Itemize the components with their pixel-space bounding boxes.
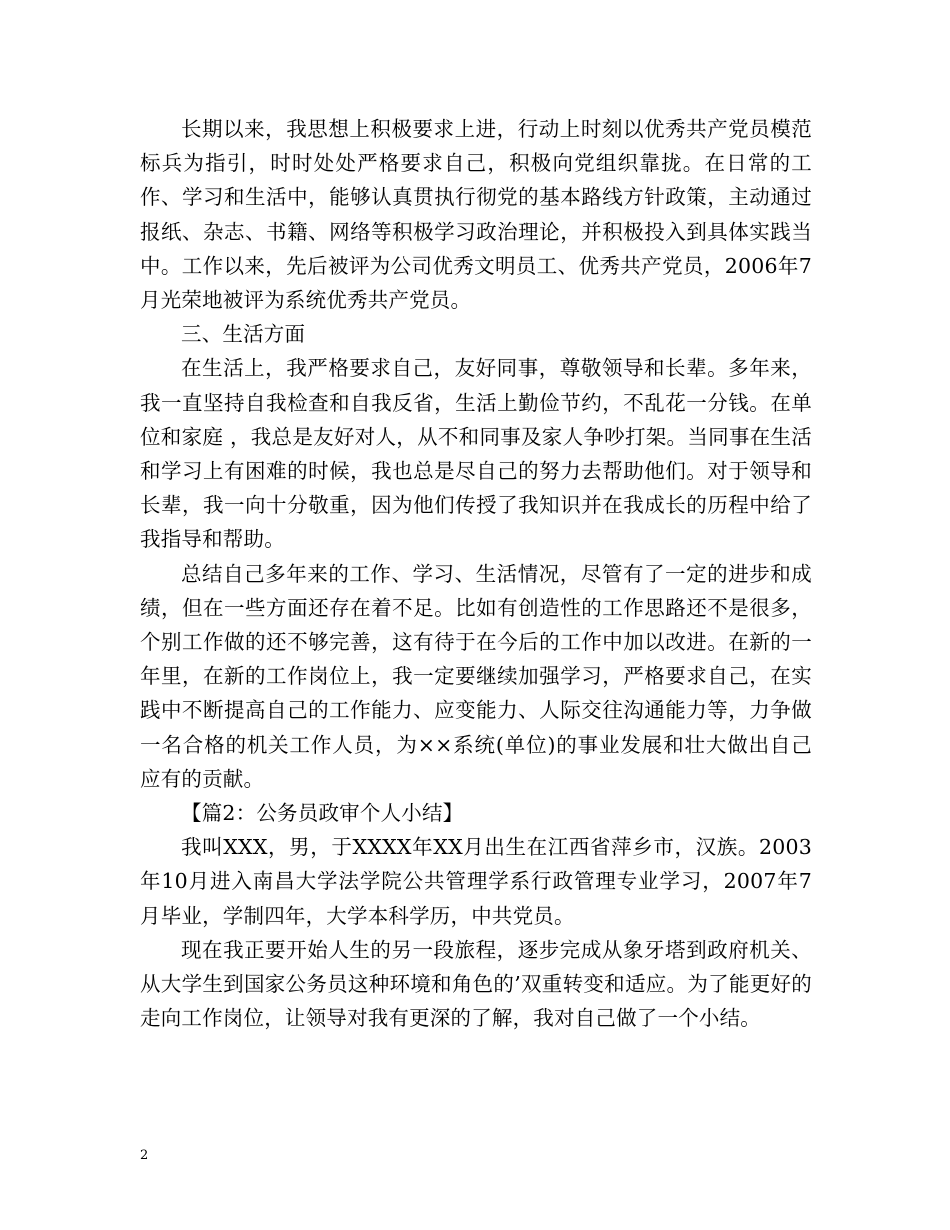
section-heading-life: 三、生活方面 [181, 322, 306, 347]
paragraph-political-progress: 长期以来，我思想上积极要求上进，行动上时刻以优秀共产党员模范标兵为指引，时时处处严格要求自己，积极向党组织靠拢。在日常的工作、学习和生活中，能够认真贯执行彻党的基本路线方针政策，主动通过报纸、杂志、书籍、网络等积极学习政治理论，并积极投入到具体实践当中。工作以来，先后被评为公司优秀文明员工、优秀共产党员，2006年7月光荣地被评为系统优秀共产党员。 [140, 117, 812, 313]
paragraph-life: 在生活上，我严格要求自己，友好同事，尊敬领导和长辈。多年来，我一直坚持自我检查和自我反省，生活上勤俭节约，不乱花一分钱。在单位和家庭 ，我总是友好对人，从不和同事及家人争吵打架。当同事在生活和学习上有困难的时候，我也总是尽自己的努力去帮助他们。对于领导和长辈，我一向十分敬重，因为他们传授了我知识并在我成长的历程中给了我指导和帮助。 [140, 356, 812, 552]
paragraph-summary: 总结自己多年来的工作、学习、生活情况，尽管有了一定的进步和成绩，但在一些方面还存在着不足。比如有创造性的工作思路还不是很多，个别工作做的还不够完善，这有待于在今后的工作中加以改进。在新的一年里，在新的工作岗位上，我一定要继续加强学习，严格要求自己，在实践中不断提高自己的工作能力、应变能力、人际交往沟通能力等，力争做一名合格的机关工作人员，为××系统(单位)的事业发展和壮大做出自己应有的贡献。 [140, 561, 812, 791]
article-heading-part2: 【篇2：公务员政审个人小结】 [181, 801, 464, 826]
page-number: 2 [140, 1148, 149, 1163]
paragraph-personal-info: 我叫XXX，男，于XXXX年XX月出生在江西省萍乡市，汉族。2003年10月进入南昌大学法学院公共管理学系行政管理专业学习，2007年7月毕业，学制四年，大学本科学历，中共党员。 [140, 835, 812, 928]
paragraph-new-journey: 现在我正要开始人生的另一段旅程，逐步完成从象牙塔到政府机关、从大学生到国家公务员这种环境和角色的’双重转变和适应。为了能更好的走向工作岗位，让领导对我有更深的了解，我对自己做了一个小结。 [140, 937, 812, 1031]
document-body [140, 112, 812, 1035]
